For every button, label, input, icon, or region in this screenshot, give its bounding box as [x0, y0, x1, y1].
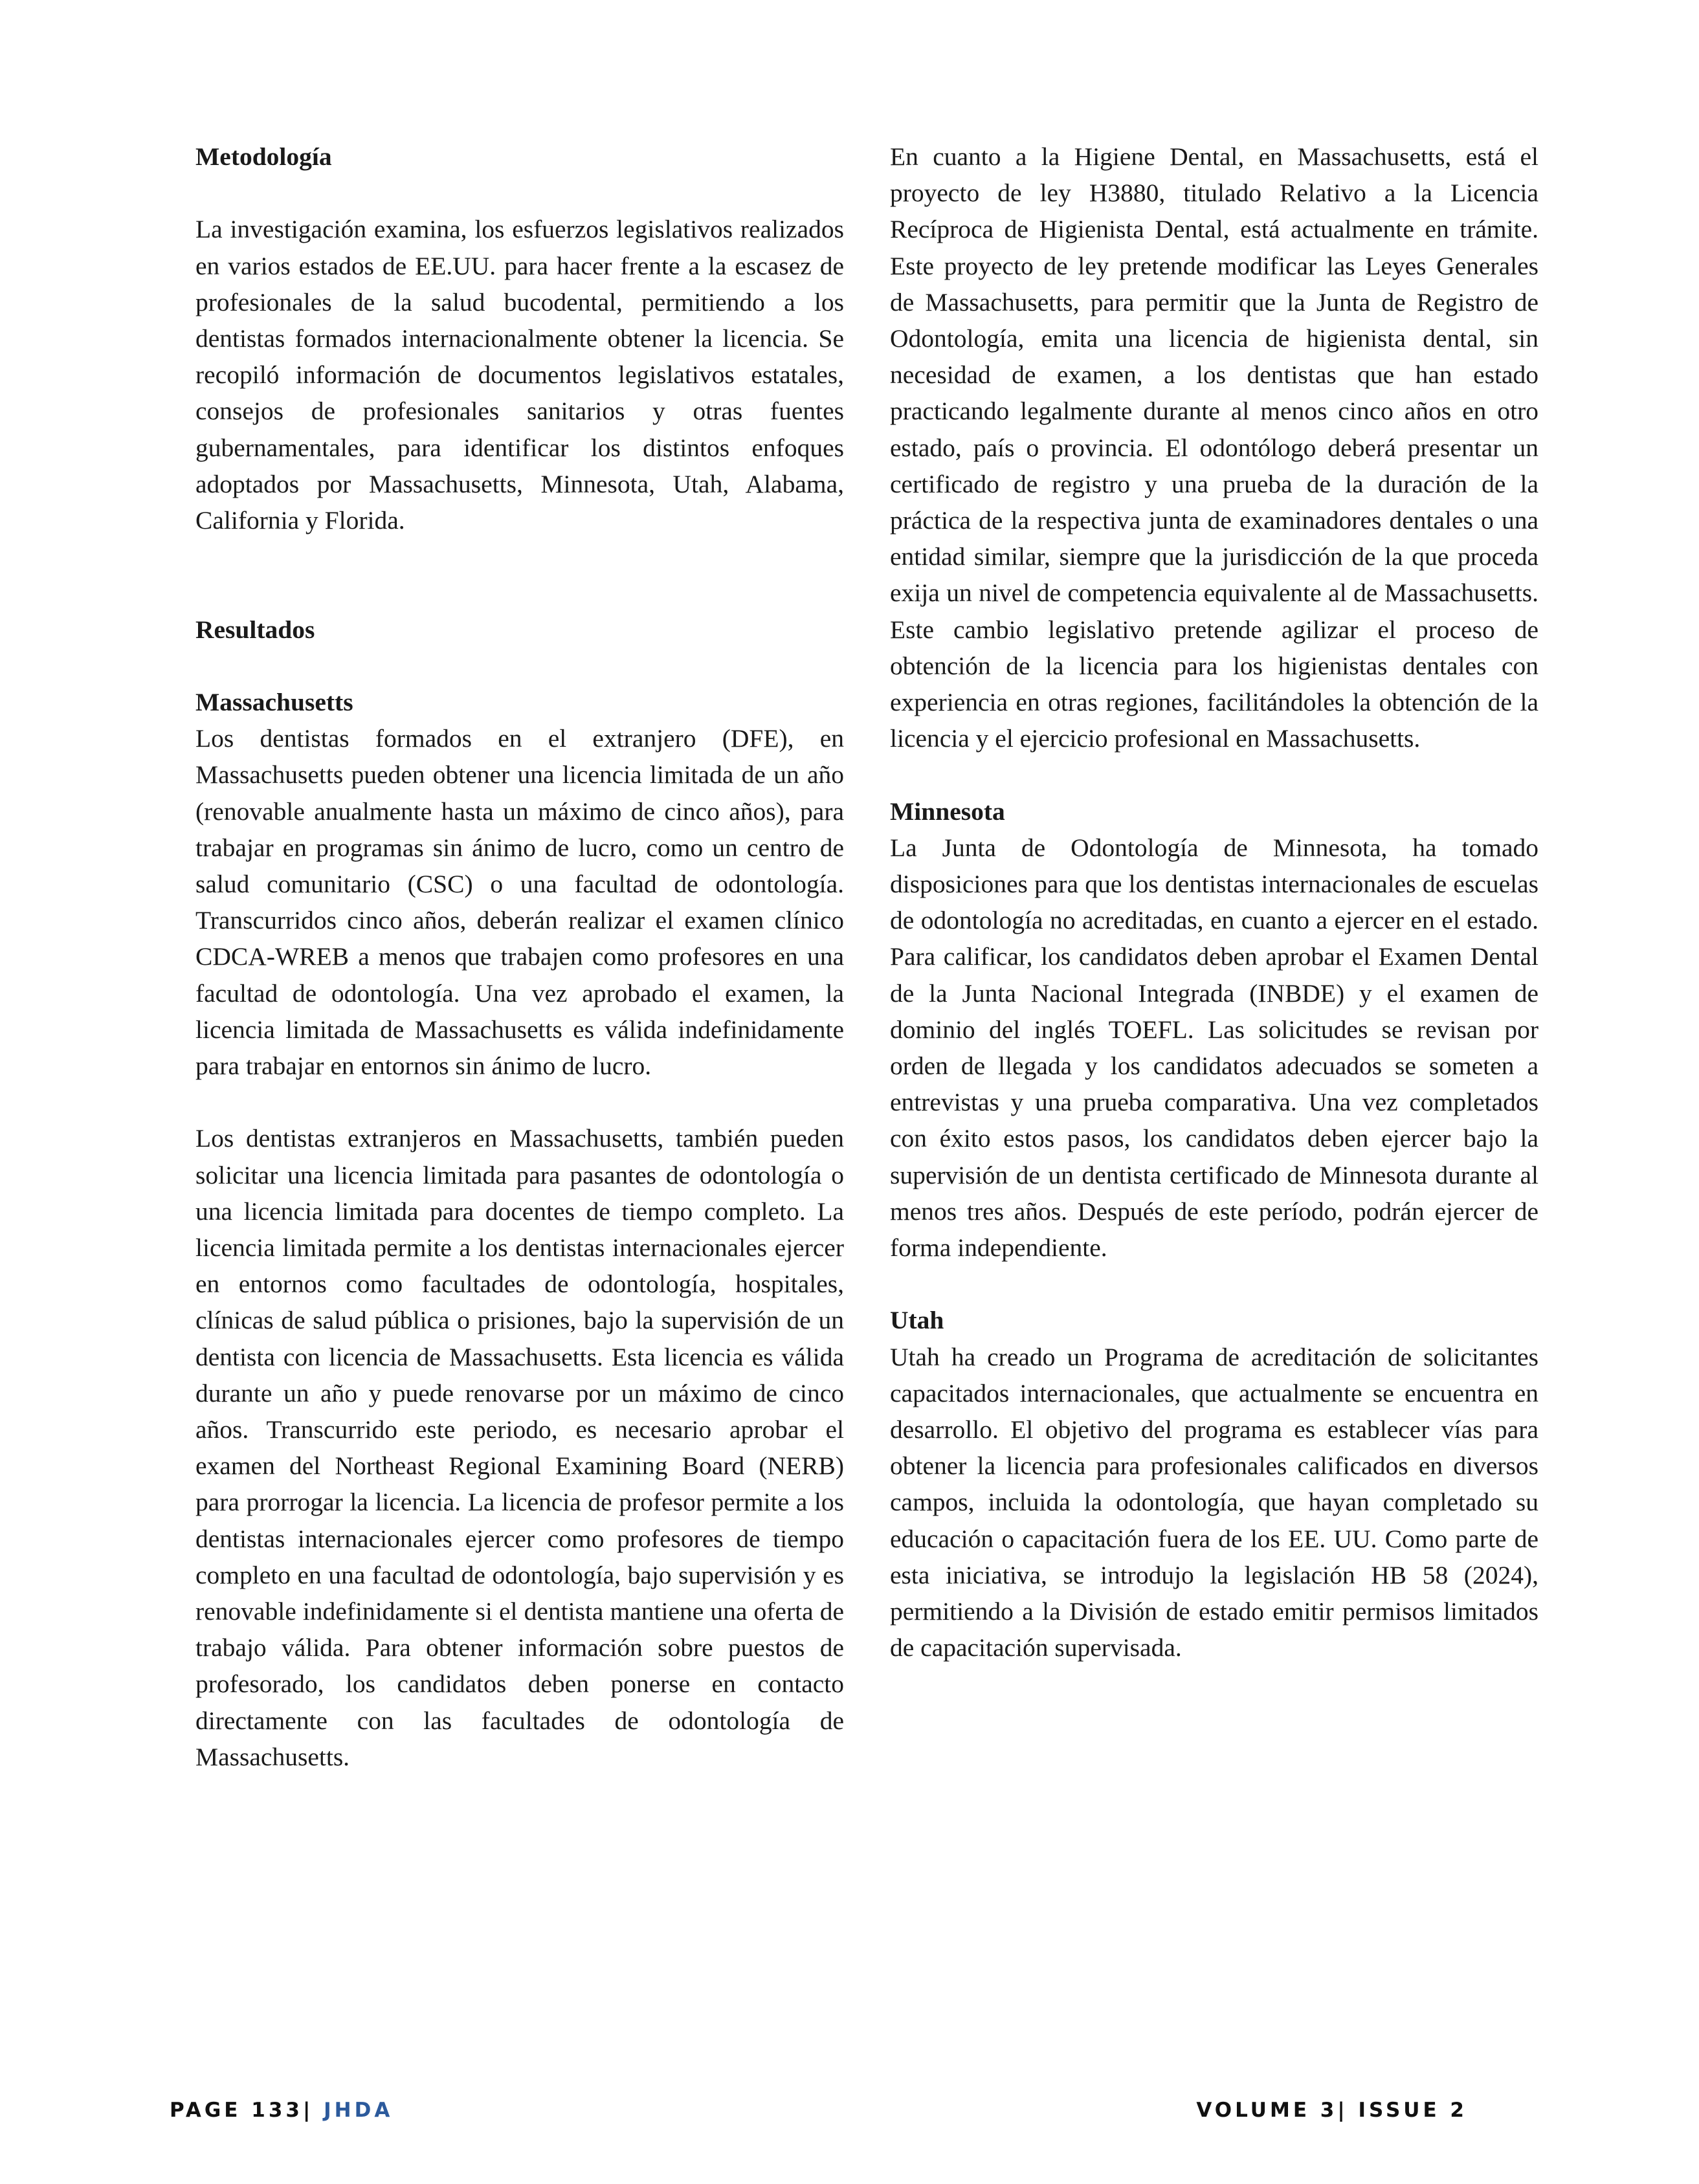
massachusetts-heading: Massachusetts [195, 688, 353, 716]
footer-volume-issue: VOLUME 3| ISSUE 2 [1196, 2099, 1467, 2122]
massachusetts-paragraph-1: Los dentistas formados en el extranjero (DFE), en Massachusetts pueden obtener una licencia limitada de un año (renovable anualmente hasta un máximo de cinco años), para trabajar en programas sin ánimo de lucro, como un centro de salud comunitario (CSC) o una facultad de odontología. Transcurridos cinco años, deberán realizar el examen clínico CDCA-WREB a menos que trabajen como profesores en una facultad de odontología. Una vez aprobado el examen, la licencia limitada de Massachusetts es válida indefinidamente para trabajar en entornos sin ánimo de lucro. [195, 724, 844, 1081]
results-heading: Resultados [195, 615, 315, 644]
page-number: PAGE 133| [170, 2099, 314, 2122]
methodology-paragraph: La investigación examina, los esfuerzos legislativos realizados en varios estados de EE.UU. para hacer frente a la escasez de profesionales de la salud bucodental, permitiendo a los dentistas formados internacionalmente obtener la licencia. Se recopiló información de documentos legislativos estatales, consejos de profesionales sanitarios y otras fuentes gubernamentales, para identificar los distintos enfoques adoptados por Massachusetts, Minnesota, Utah, Alabama, California y Florida. [195, 215, 844, 535]
footer-page-label [170, 2099, 393, 2122]
minnesota-heading: Minnesota [890, 797, 1005, 826]
massachusetts-paragraph-2: Los dentistas extranjeros en Massachusetts, también pueden solicitar una licencia limitada para pasantes de odontología o una licencia limitada para docentes de tiempo completo. La licencia limitada permite a los dentistas internacionales ejercer en entornos como facultades de odontología, hospitales, clínicas de salud pública o prisiones, bajo la supervisión de un dentista con licencia de Massachusetts. Esta licencia es válida durante un año y puede renovarse por un máximo de cinco años. Transcurrido este periodo, es necesario aprobar el examen del Northeast Regional Examining Board (NERB) para prorrogar la licencia. La licencia de profesor permite a los dentistas internacionales ejercer como profesores de tiempo completo en una facultad de odontología, bajo supervisión y es renovable indefinidamente si el dentista mantiene una oferta de trabajo válida. Para obtener información sobre puestos de profesorado, los candidatos deben ponerse en contacto directamente con las facultades de odontología de Massachusetts. [195, 1124, 844, 1771]
right-column [890, 138, 1538, 1666]
journal-name: JHDA [324, 2099, 394, 2122]
utah-heading: Utah [890, 1306, 944, 1335]
minnesota-paragraph: La Junta de Odontología de Minnesota, ha tomado disposiciones para que los dentistas internacionales de escuelas de odontología no acreditadas, en cuanto a ejercer en el estado. Para calificar, los candidatos deben aprobar el Examen Dental de la Junta Nacional Integrada (INBDE) y el examen de dominio del inglés TOEFL. Las solicitudes se revisan por orden de llegada y los candidatos adecuados se someten a entrevistas y una prueba comparativa. Una vez completados con éxito estos pasos, los candidatos deben ejercer bajo la supervisión de un dentista certificado de Minnesota durante al menos tres años. Después de este período, podrán ejercer de forma independiente. [890, 833, 1538, 1263]
left-column [195, 138, 844, 1775]
hygiene-paragraph: En cuanto a la Higiene Dental, en Massachusetts, está el proyecto de ley H3880, titulado Relativo a la Licencia Recíproca de Higienista Dental, está actualmente en trámite. Este proyecto de ley pretende modificar las Leyes Generales de Massachusetts, para permitir que la Junta de Registro de Odontología, emita una licencia de higienista dental, sin necesidad de examen, a los dentistas que han estado practicando legalmente durante al menos cinco años en otro estado, país o provincia. El odontólogo deberá presentar un certificado de registro y una prueba de la duración de la práctica de la respectiva junta de examinadores dentales o una entidad similar, siempre que la jurisdicción de la que proceda exija un nivel de competencia equivalente al de Massachusetts. Este cambio legislativo pretende agilizar el proceso de obtención de la licencia para los higienistas dentales con experiencia en otras regiones, facilitándoles la obtención de la licencia y el ejercicio profesional en Massachusetts. [890, 142, 1538, 753]
methodology-heading: Metodología [195, 142, 332, 171]
utah-paragraph: Utah ha creado un Programa de acreditación de solicitantes capacitados internacionales, que actualmente se encuentra en desarrollo. El objetivo del programa es establecer vías para obtener la licencia para profesionales calificados en diversos campos, incluida la odontología, que hayan completado su educación o capacitación fuera de los EE. UU. Como parte de esta iniciativa, se introdujo la legislación HB 58 (2024), permitiendo a la División de estado emitir permisos limitados de capacitación supervisada. [890, 1342, 1538, 1662]
